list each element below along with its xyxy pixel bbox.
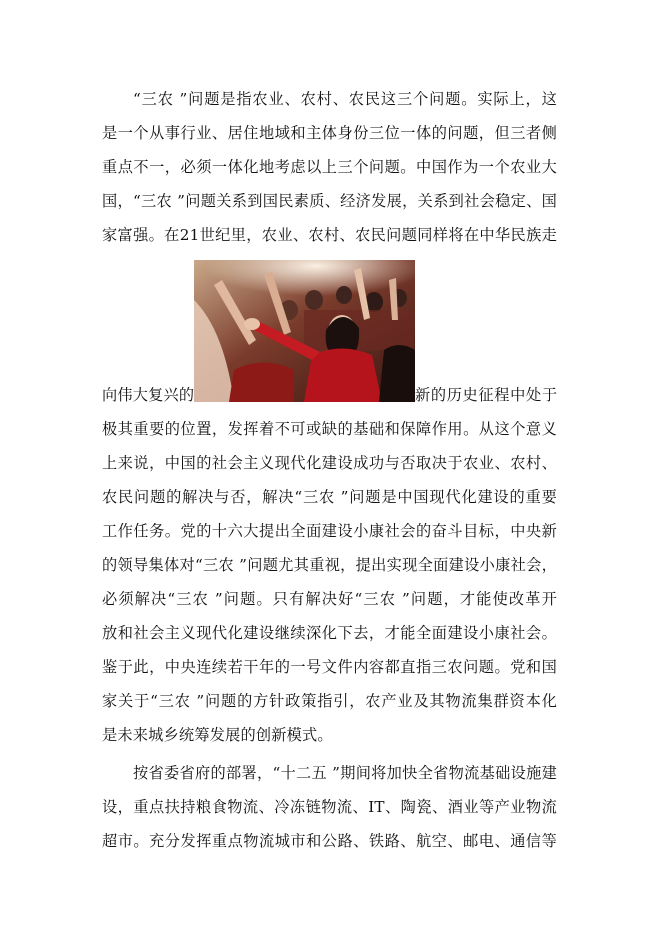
paragraph-line: 家关于“三农 ”问题的方针政策指引，农产业及其物流集群资本化 bbox=[102, 692, 557, 710]
paragraph-line: 的领导集体对“三农 ”问题尤其重视，提出实现全面建设小康社会， bbox=[102, 556, 557, 574]
paragraph-line: 按省委省府的部署，“十二五 ”期间将加快全省物流基础设施建 bbox=[133, 764, 557, 782]
paragraph-line-right: 新的历史征程中处于 bbox=[415, 386, 557, 404]
raised-hands-photo bbox=[194, 260, 415, 402]
paragraph-line: 放和社会主义现代化建设继续深化下去，才能全面建设小康社会。 bbox=[102, 624, 557, 642]
paragraph-line: 必须解决“三农 ”问题。只有解决好“三农 ”问题，才能使改革开 bbox=[102, 590, 557, 608]
paragraph-line: 重点不一，必须一体化地考虑以上三个问题。中国作为一个农业大 bbox=[102, 158, 557, 176]
news-photo bbox=[194, 260, 415, 402]
paragraph-line: 工作任务。党的十六大提出全面建设小康社会的奋斗目标，中央新 bbox=[102, 522, 557, 540]
paragraph-line-left: 向伟大复兴的 bbox=[102, 386, 194, 404]
paragraph-line: 上来说，中国的社会主义现代化建设成功与否取决于农业、农村、 bbox=[102, 454, 557, 472]
paragraph-line: 国，“三农 ”问题关系到国民素质、经济发展，关系到社会稳定、国 bbox=[102, 192, 557, 210]
paragraph-line: 极其重要的位置，发挥着不可或缺的基础和保障作用。从这个意义 bbox=[102, 420, 557, 438]
paragraph-line: 设，重点扶持粮食物流、冷冻链物流、IT、陶瓷、酒业等产业物流 bbox=[102, 798, 557, 816]
paragraph-line: “三农 ”问题是指农业、农村、农民这三个问题。实际上，这 bbox=[133, 90, 557, 108]
paragraph-line: 超市。充分发挥重点物流城市和公路、铁路、航空、邮电、通信等 bbox=[102, 832, 557, 850]
paragraph-line: 农民问题的解决与否，解决“三农 ”问题是中国现代化建设的重要 bbox=[102, 488, 557, 506]
paragraph-line: 是一个从事行业、居住地域和主体身份三位一体的问题，但三者侧 bbox=[102, 124, 557, 142]
paragraph-line: 鉴于此，中央连续若干年的一号文件内容都直指三农问题。党和国 bbox=[102, 658, 557, 676]
paragraph-line: 是未来城乡统筹发展的创新模式。 bbox=[102, 726, 333, 744]
paragraph-line: 家富强。在21世纪里，农业、农村、农民问题同样将在中华民族走 bbox=[102, 226, 557, 244]
